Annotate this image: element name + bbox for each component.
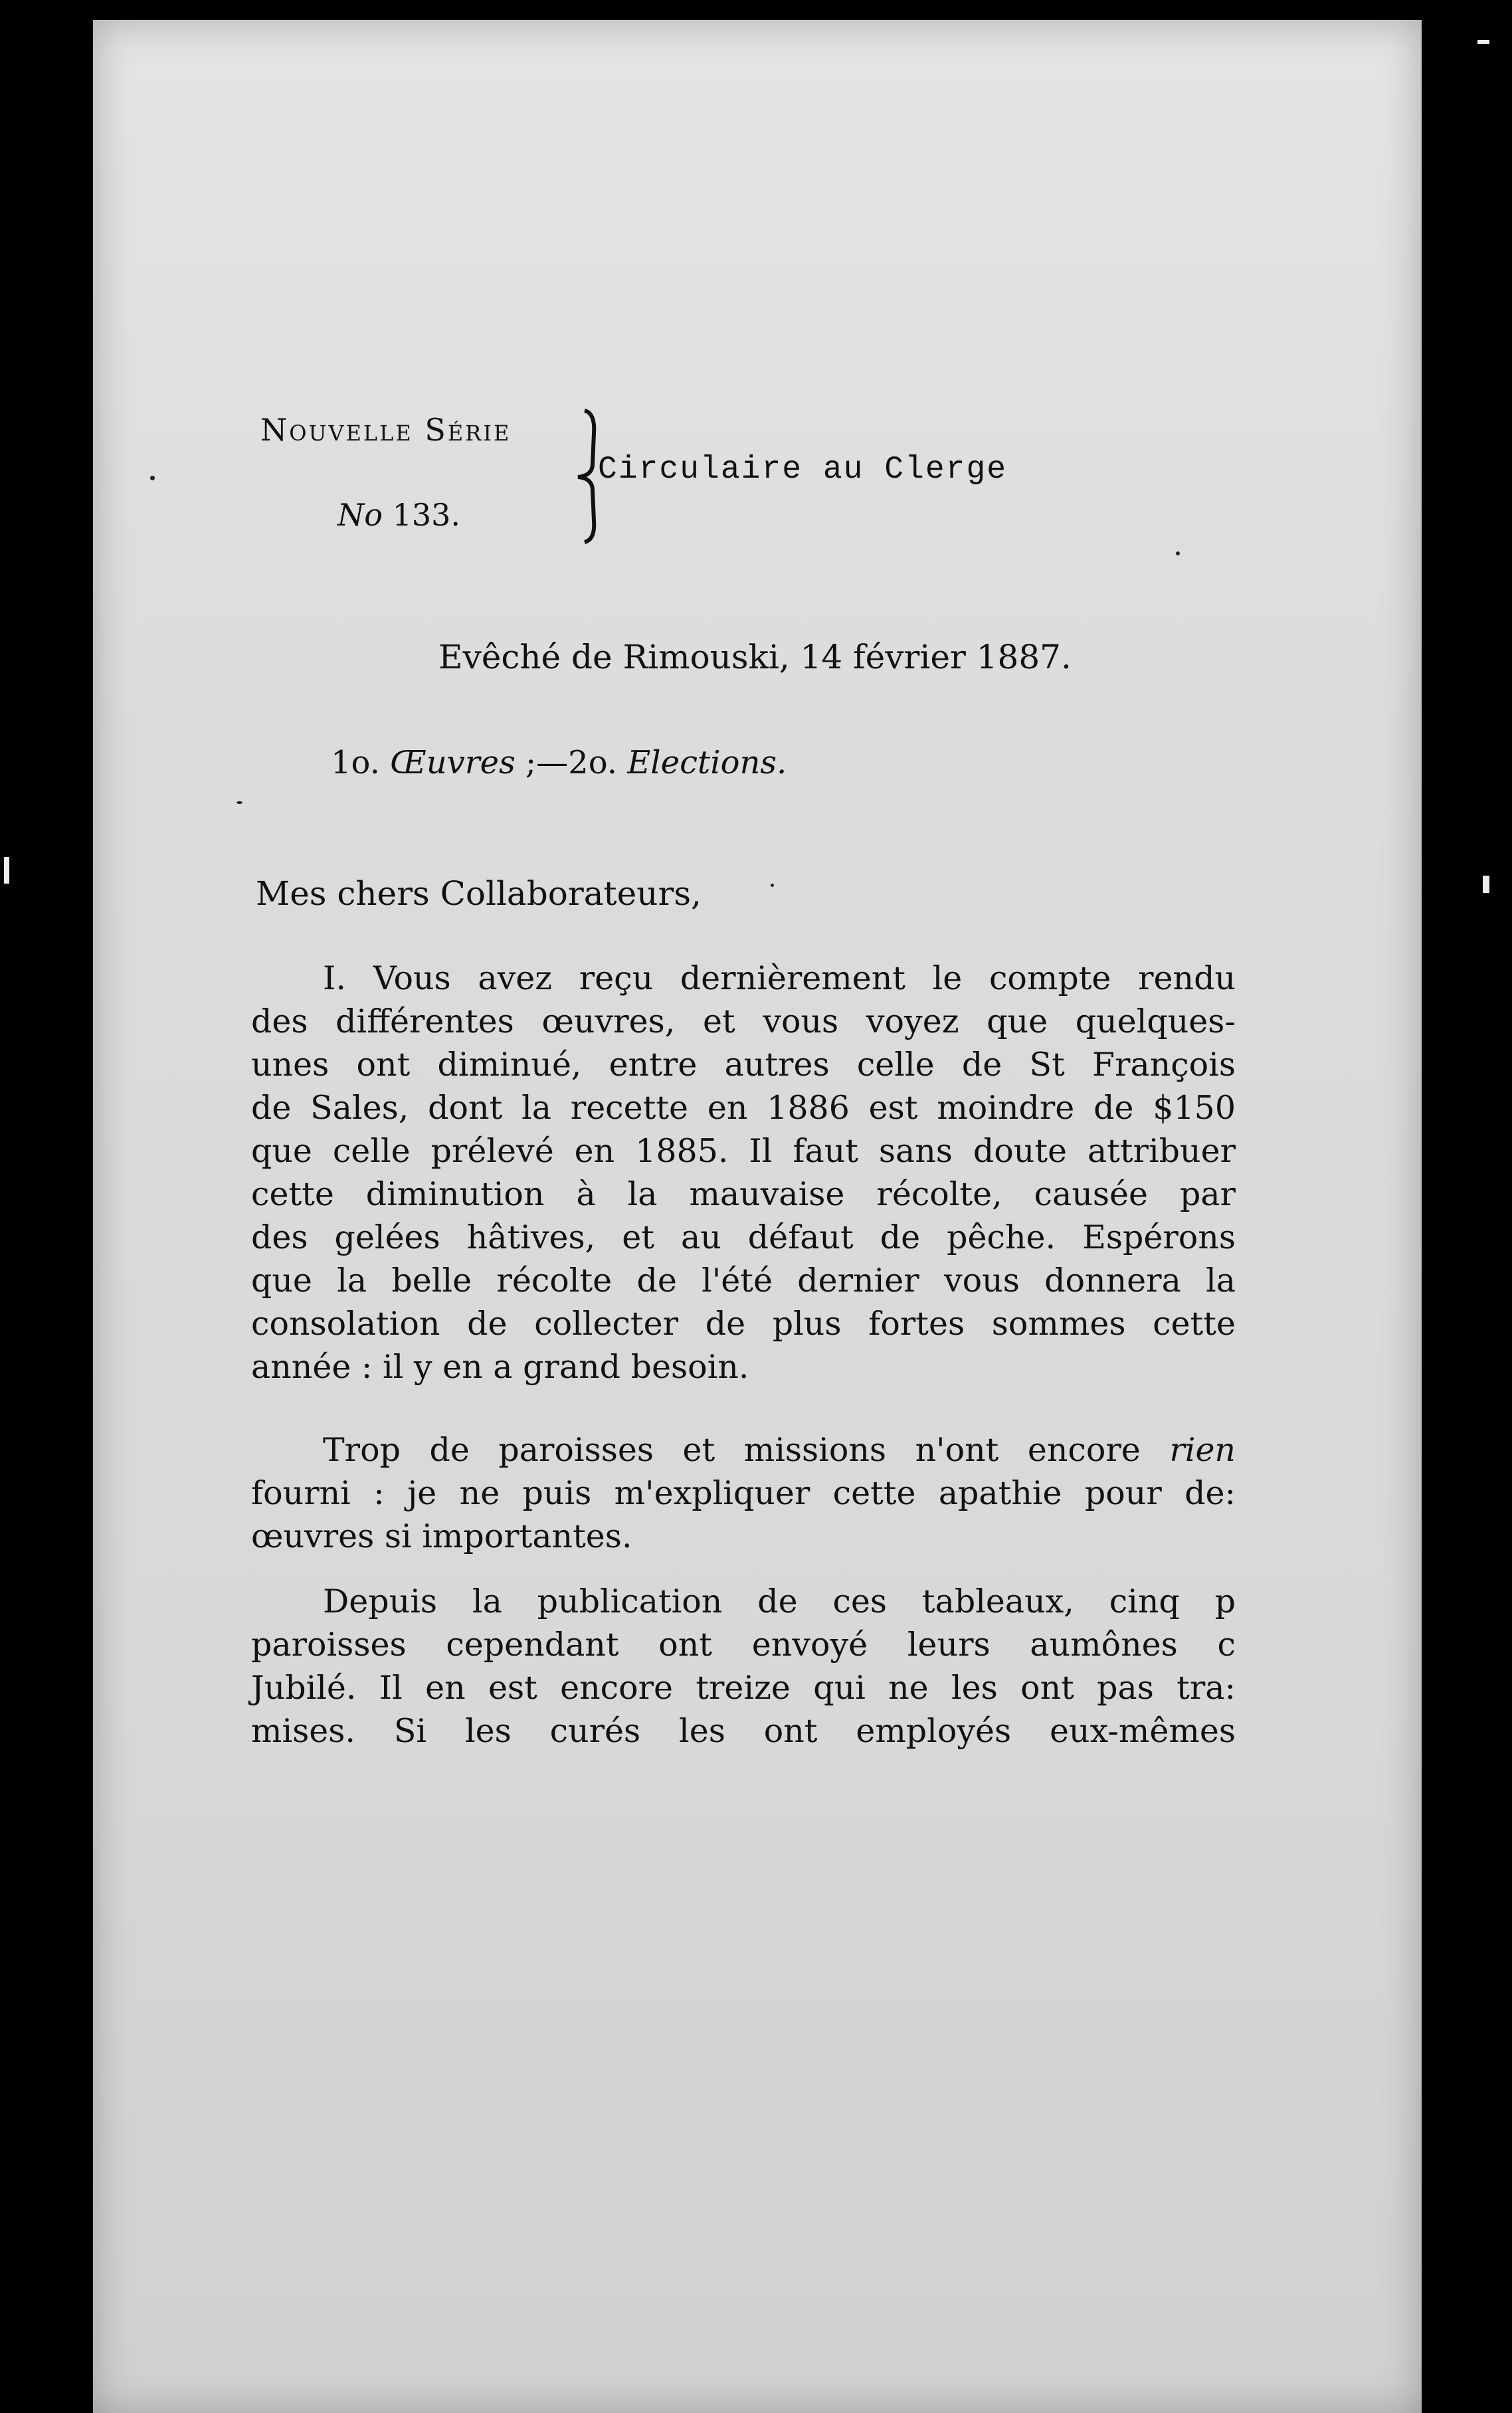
dateline: Evêché de Rimouski, 14 février 1887. xyxy=(438,638,1072,676)
text-line: de Sales, dont la recette en 1886 est moindre de $150 xyxy=(251,1089,1236,1127)
text-line: paroisses cependant ont envoyé leurs aumônes c xyxy=(251,1626,1236,1664)
text-line: cette diminution à la mauvaise récolte, causée par xyxy=(251,1175,1236,1213)
subject-prefix: 1o. xyxy=(331,744,391,781)
text-segment: Trop de paroisses et missions n'ont encore xyxy=(323,1431,1141,1469)
series-label: Nouvelle Série xyxy=(260,412,512,448)
film-edge-mark xyxy=(4,857,9,884)
subjects-line xyxy=(331,744,787,781)
text-line: des différentes œuvres, et vous voyez que quelques- xyxy=(251,1003,1236,1040)
paragraph-1 xyxy=(251,957,1236,1389)
text-line: unes ont diminué, entre autres celle de St François xyxy=(251,1046,1236,1084)
text-line: consolation de collecter de plus fortes sommes cette xyxy=(251,1305,1236,1343)
text-line xyxy=(251,1428,1236,1472)
circular-number xyxy=(337,497,460,533)
subject-separator: ;—2o. xyxy=(515,744,628,781)
text-line: année : il y en a grand besoin. xyxy=(251,1348,749,1386)
text-line: I. Vous avez reçu dernièrement le compte rendu xyxy=(323,959,1236,997)
circular-title: Circulaire au Clerge xyxy=(598,452,1008,488)
dust-speck xyxy=(150,476,155,480)
subject-2: Elections. xyxy=(627,744,787,781)
paragraph-3 xyxy=(251,1580,1236,1753)
emphasis-text: rien xyxy=(1169,1431,1236,1469)
text-line: Jubilé. Il en est encore treize qui ne les ont pas tra: xyxy=(251,1669,1236,1707)
text-line: mises. Si les curés les ont employés eux-mêmes xyxy=(251,1712,1236,1750)
subject-1: Œuvres xyxy=(390,744,516,781)
film-edge-mark xyxy=(1483,876,1489,893)
text-line: Depuis la publication de ces tableaux, cinq p xyxy=(323,1583,1236,1620)
salutation: Mes chers Collaborateurs, xyxy=(256,874,702,913)
number-prefix: No xyxy=(337,497,383,533)
paragraph-2 xyxy=(251,1428,1236,1558)
text-line: que la belle récolte de l'été dernier vous donnera la xyxy=(251,1262,1236,1300)
dust-speck xyxy=(236,801,242,804)
text-line: que celle prélevé en 1885. Il faut sans doute attribuer xyxy=(251,1132,1236,1170)
dust-speck xyxy=(771,884,774,887)
film-edge-mark xyxy=(1477,40,1489,44)
text-line: fourni : je ne puis m'expliquer cette apathie pour de: xyxy=(251,1474,1236,1512)
text-line: des gelées hâtives, et au défaut de pêche. Espérons xyxy=(251,1218,1236,1256)
text-line: œuvres si importantes. xyxy=(251,1517,632,1555)
dust-speck xyxy=(1176,551,1180,555)
number-value: 133. xyxy=(392,497,460,533)
